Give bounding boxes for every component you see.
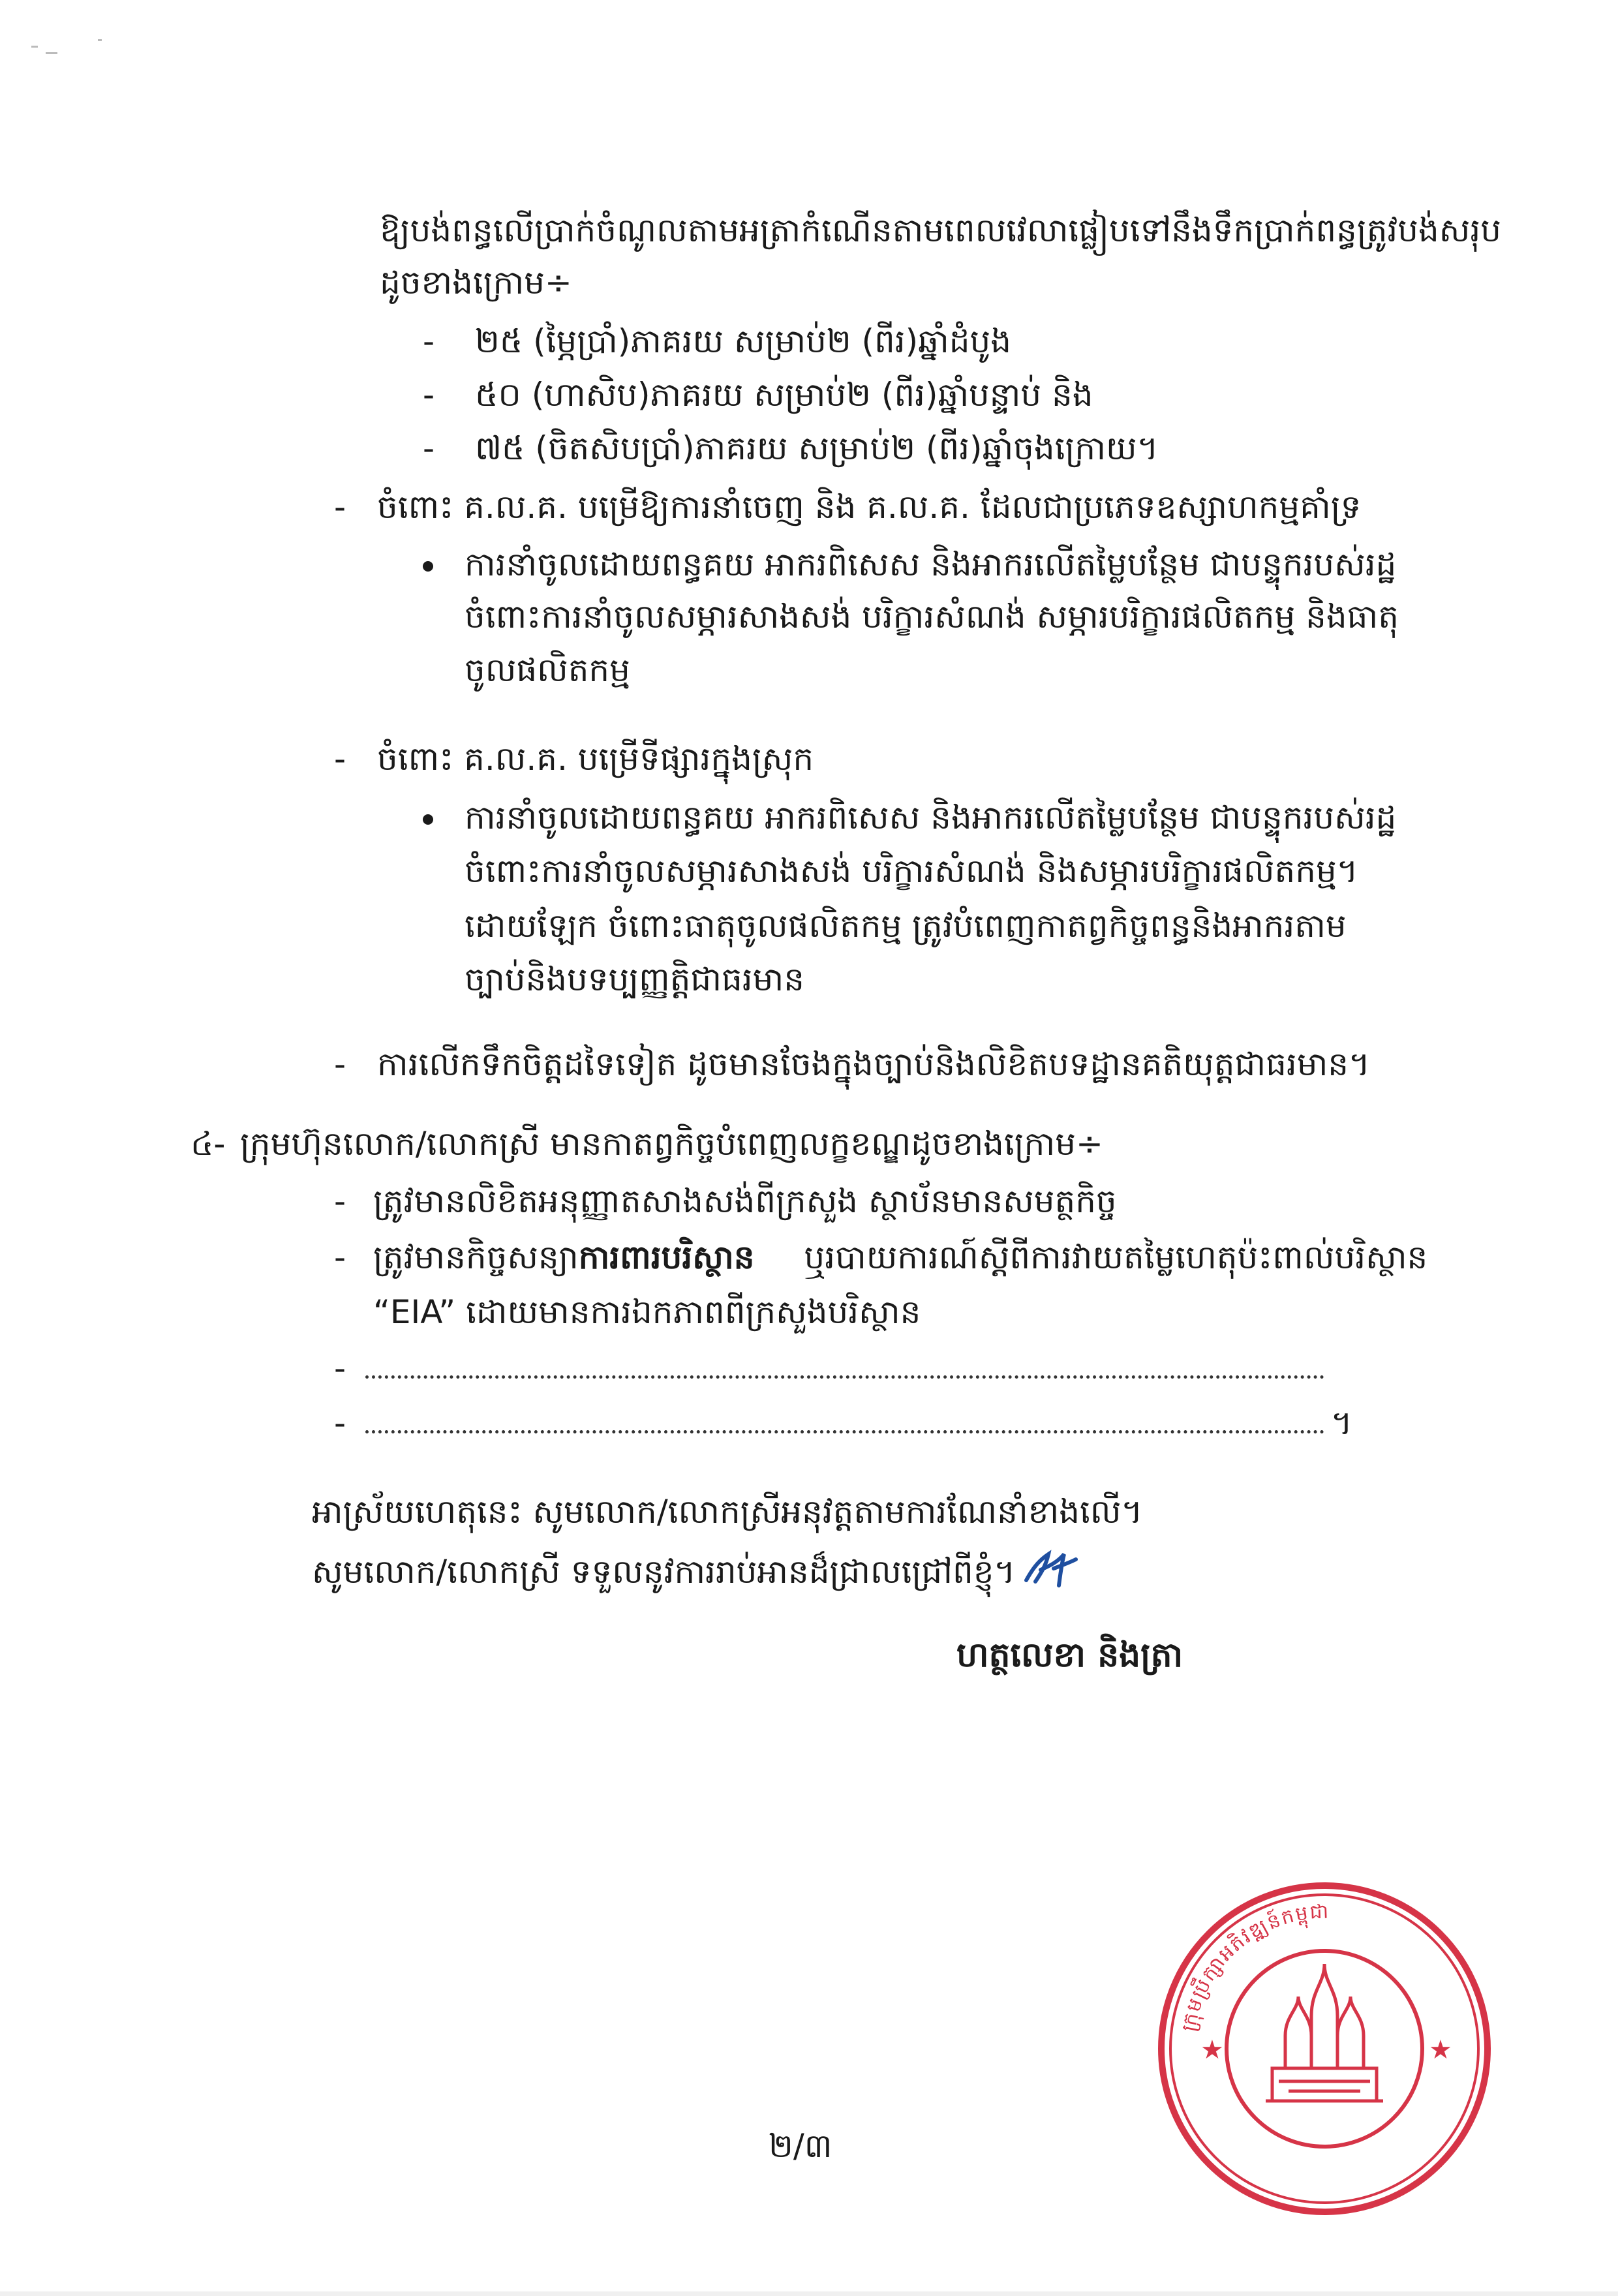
export-bullet-line-1: ការនាំចូលដោយពន្ធគយ អាករពិសេស និងអាករលើតម្លៃបន្ថែម ជាបន្ទុករបស់រដ្ឋ xyxy=(465,545,1397,583)
section-dash: - xyxy=(334,1404,346,1442)
closing-line-1: អាស្រ័យហេតុនេះ សូមលោក/លោកស្រីអនុវត្តតាមការណែនាំខាងលើ។ xyxy=(312,1493,1143,1531)
blank-line xyxy=(365,1430,1324,1433)
official-stamp-icon xyxy=(1148,1873,1501,2225)
condition-2-suffix: ឬរបាយការណ៍ស្តីពីការវាយតម្លៃហេតុប៉ះពាល់បរិស្ថាន xyxy=(804,1238,1428,1276)
domestic-bullet-line-4: ច្បាប់និងបទប្បញ្ញត្តិជាធរមាន xyxy=(465,960,804,998)
rate-dash: - xyxy=(423,376,435,414)
scan-artifact xyxy=(46,52,57,54)
rate-item-1: ២៥ (ម្ភៃប្រាំ)ភាគរយ សម្រាប់២ (ពីរ)ឆ្នាំដំបូង xyxy=(475,322,1011,360)
domestic-section-heading: ចំពោះ គ.ល.គ. បម្រើទីផ្សារក្នុងស្រុក xyxy=(377,740,814,778)
other-incentives: ការលើកទឹកចិត្តដទៃទៀត ដូចមានចែងក្នុងច្បាប់និងលិខិតបទដ្ឋានគតិយុត្តជាធរមាន។ xyxy=(377,1045,1370,1083)
export-bullet-line-2: ចំពោះការនាំចូលសម្ភារសាងសង់ បរិក្ខារសំណង់ សម្ភារបរិក្ខារផលិតកម្ម និងធាតុ xyxy=(465,598,1399,635)
page-bottom-edge xyxy=(0,2291,1618,2296)
domestic-bullet-line-3: ដោយឡែក ចំពោះធាតុចូលផលិតកម្ម ត្រូវបំពេញកាតព្វកិច្ចពន្ធនិងអាករតាម xyxy=(465,907,1347,945)
intro-line-2: ដូចខាងក្រោម÷ xyxy=(380,264,572,301)
condition-2-prefix: ត្រូវមានកិច្ចសន្យា xyxy=(373,1238,579,1276)
condition-2-line-1 xyxy=(373,1234,1427,1280)
section-dash: - xyxy=(334,1182,346,1220)
export-bullet-line-3: ចូលផលិតកម្ម xyxy=(465,651,630,689)
rate-item-3: ៧៥ (ចិតសិបប្រាំ)ភាគរយ សម្រាប់២ (ពីរ)ឆ្នាំចុងក្រោយ។ xyxy=(475,429,1159,467)
blank-line xyxy=(365,1375,1324,1379)
rate-dash: - xyxy=(423,322,435,360)
svg-text:★: ★ xyxy=(1200,2035,1224,2065)
section-dash: - xyxy=(334,1045,346,1083)
section-4-number: ៤- xyxy=(191,1125,226,1163)
stamp-text: ក្រុមប្រឹក្សាអភិវឌ្ឍន៍កម្ពុជា xyxy=(1177,1900,1330,2034)
condition-2-bold: ការពារបរិស្ថាន xyxy=(578,1238,755,1276)
page-number: ២/៣ xyxy=(769,2127,832,2165)
rate-item-2: ៥០ (ហាសិប)ភាគរយ សម្រាប់២ (ពីរ)ឆ្នាំបន្ទាប់ និង xyxy=(475,376,1093,414)
section-4-heading: ក្រុមហ៊ុនលោក/លោកស្រី មានកាតព្វកិច្ចបំពេញលក្ខខណ្ឌដូចខាងក្រោម÷ xyxy=(240,1125,1103,1163)
blank-line-end-mark: ។ xyxy=(1331,1404,1352,1442)
domestic-bullet-line-2: ចំពោះការនាំចូលសម្ភារសាងសង់ បរិក្ខារសំណង់ និងសម្ភារបរិក្ខារផលិតកម្ម។ xyxy=(465,852,1358,890)
section-dash: - xyxy=(334,740,346,778)
intro-line-1: ឱ្យបង់ពន្ធលើប្រាក់ចំណូលតាមអត្រាកំណើនតាមពេលវេលាផ្លៀបទៅនឹងទឹកប្រាក់ពន្ធត្រូវបង់សរុប xyxy=(380,211,1501,249)
scan-artifact xyxy=(98,39,102,41)
signature-caption: ហត្ថលេខា និងត្រា xyxy=(956,1636,1183,1675)
section-dash: - xyxy=(334,1238,346,1276)
bullet-dot xyxy=(423,814,433,825)
temple-emblem xyxy=(1266,1964,1383,2101)
export-section-heading: ចំពោះ គ.ល.គ. បម្រើឱ្យការនាំចេញ និង គ.ល.គ. ដែលជាប្រភេទឧស្សាហកម្មគាំទ្រ xyxy=(377,488,1362,526)
bullet-dot xyxy=(423,561,433,572)
domestic-bullet-line-1: ការនាំចូលដោយពន្ធគយ អាករពិសេស និងអាករលើតម្លៃបន្ថែម ជាបន្ទុករបស់រដ្ឋ xyxy=(465,799,1397,836)
rate-dash: - xyxy=(423,429,435,467)
section-dash: - xyxy=(334,1349,346,1387)
condition-2-line-2: “EIA” ដោយមានការឯកភាពពីក្រសួងបរិស្ថាន xyxy=(373,1293,921,1331)
scan-artifact xyxy=(31,46,38,48)
svg-text:★: ★ xyxy=(1429,2035,1452,2065)
closing-line-2: សូមលោក/លោកស្រី ទទួលនូវការរាប់អានដ៏ជ្រាលជ្រៅពីខ្ញុំ។ xyxy=(312,1553,1016,1591)
signature-initial-icon xyxy=(1021,1540,1080,1592)
section-dash: - xyxy=(334,488,346,526)
condition-1: ត្រូវមានលិខិតអនុញ្ញាតសាងសង់ពីក្រសួង ស្ថាប័នមានសមត្ថកិច្ច xyxy=(373,1182,1117,1220)
